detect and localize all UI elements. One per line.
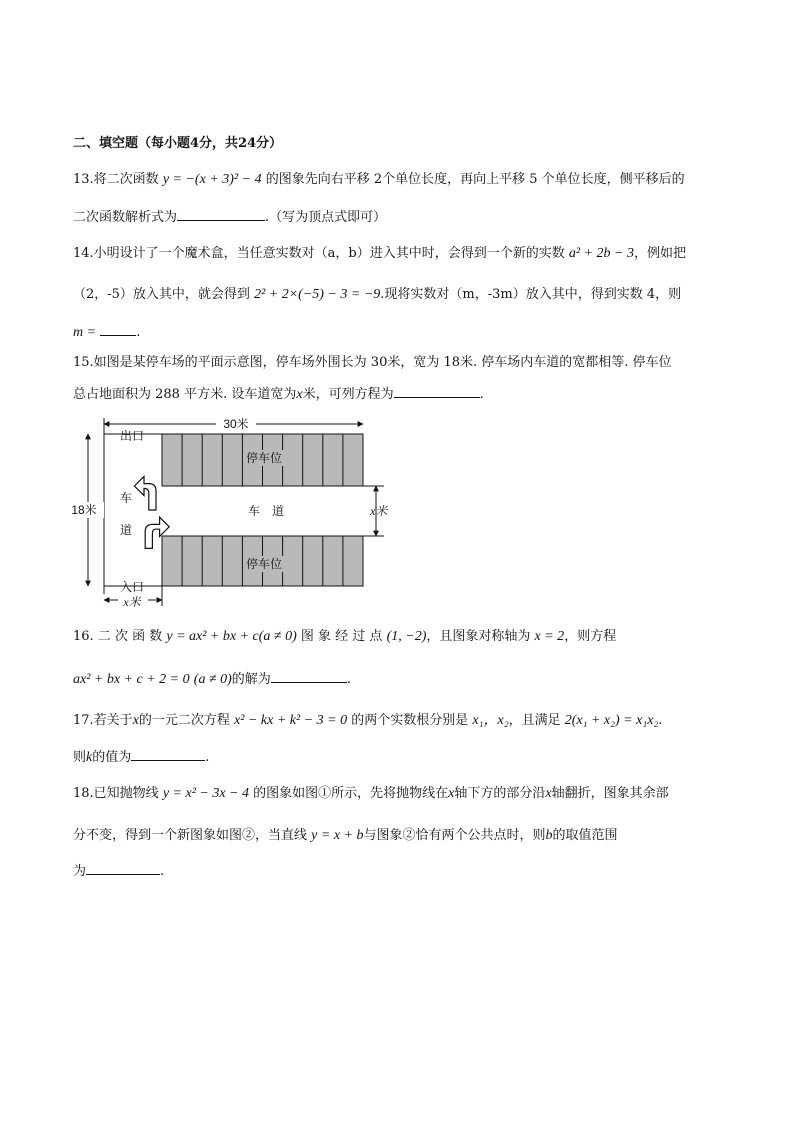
q16-formula: y = ax² + bx + c(a ≠ 0) [166,629,297,644]
q18-line2-var: b [545,828,553,843]
q14-line3-pre: m = [73,325,97,340]
q17-var: x [132,713,139,728]
q17-mid2: 的两个实数根分别是 [351,713,469,728]
q16-post: ，则方程 [564,629,617,644]
q13-line2-pre: 二次函数解析式为 [73,210,178,225]
q14-post: ，例如把 [633,246,686,261]
q18-var2: x [545,786,552,801]
q17-line2-var: k [86,750,93,765]
q18-line2-formula: y = x + b [311,828,364,843]
q16-mid: 图 象 经 过 点 [300,629,383,644]
question-15-line-1: 15.如图是某停车场的平面示意图，停车场外围长为 30米，宽为 18米. 停车场内车道的宽都相等. 停车位 [73,355,672,370]
q17-cond: 2(x₁ + x₂) = x₁x₂ [564,713,659,728]
q16-line2-end: . [346,672,351,687]
q16-mid2: ，且图象对称轴为 [426,629,531,644]
q16-line2-cond: (a ≠ 0) [193,672,232,687]
question-14-line-1 [73,245,686,263]
q16-answer-blank[interactable] [271,670,347,683]
q17-mid: 的一元二次方程 [138,713,230,728]
question-13-line-2 [73,208,386,227]
q13-answer-blank[interactable] [177,208,265,221]
q18-formula: y = x² − 3x − 4 [162,786,250,801]
q16-axis: x = 2 [534,629,565,644]
road-label: 车 道 [247,504,285,518]
q18-line2-mid: 与图象②恰有两个公共点时，则 [363,828,546,843]
exit-arrow-icon [134,476,156,510]
road-char-1: 车 [119,491,133,505]
q16-point: (1, −2) [386,629,427,644]
q18-post3: 轴翻折，图象其余部 [551,786,669,801]
q17-line2-post: 的值为 [92,750,132,765]
q17-pre: 17.若关于 [73,713,133,728]
question-18-line-2 [73,827,618,845]
width-label: 18米 [71,503,97,517]
parking-lot-diagram [66,414,406,614]
bottom-width-label: x米 [123,595,141,609]
question-13-line-1 [73,171,685,189]
question-16-line-2 [73,670,351,689]
question-14-line-2 [73,286,681,304]
lane-width-label: x米 [370,504,388,518]
entrance-label: 入口 [120,580,145,594]
q18-line3-post: . [160,864,165,879]
q18-post2: 轴下方的部分沿 [454,786,546,801]
q13-post: 的图象先向右平移 2个单位长度，再向上平移 5 个单位长度，侧平移后的 [265,172,685,187]
q15-line2-post: . [479,387,484,402]
q15-var: x [296,387,303,402]
q18-line2-pre: 分不变，得到一个新图象如图②，当直线 [73,828,308,843]
q17-answer-blank[interactable] [131,748,205,761]
q18-line3-pre: 为 [73,864,87,879]
question-16-line-1 [73,628,616,646]
q18-post: 的图象如图①所示，先将抛物线在 [253,786,449,801]
q18-var1: x [448,786,455,801]
parking-top-label: 停车位 [245,451,283,465]
q17-roots: x₁，x₂ [472,713,509,728]
q18-answer-blank[interactable] [86,862,160,875]
q17-line2-pre: 则 [73,750,87,765]
section-title: 二、填空题（每小题4分，共24分） [73,136,283,151]
q14-line2-post: .现将实数对（m，-3m）放入其中，得到实数 4，则 [380,287,682,302]
q14-line2-pre: （2，-5）放入其中，就会得到 [73,287,250,302]
q15-line2-pre: 总占地面积为 288 平方米. 设车道宽为 [73,387,297,402]
q14-answer-blank[interactable] [100,323,136,336]
q14-line3-post: . [136,325,141,340]
q17-line2-end: . [205,750,210,765]
exit-label: 出口 [120,429,145,443]
length-label: 30米 [223,417,249,431]
question-15-line-2 [73,385,484,404]
q14-pre: 14.小明设计了一个魔术盒，当任意实数对（a，b）进入其中时，会得到一个新的实数 [73,246,565,261]
q17-mid3: ，且满足 [508,713,561,728]
q18-pre: 18.已知抛物线 [73,786,159,801]
q16-line2-post: 的解为 [231,672,271,687]
q14-formula: a² + 2b − 3 [568,246,634,261]
q13-line2-post: .（写为顶点式即可） [265,210,387,225]
q18-line2-post: 的取值范围 [552,828,618,843]
q15-answer-blank[interactable] [394,385,480,398]
parking-bottom-label: 停车位 [245,557,283,571]
q13-formula: y = −(x + 3)² − 4 [162,172,262,187]
question-14-line-3 [73,323,140,342]
q17-formula: x² − kx + k² − 3 = 0 [234,713,348,728]
q14-line2-formula: 2² + 2×(−5) − 3 = −9 [254,287,381,302]
q16-line2-formula: ax² + bx + c + 2 = 0 [73,672,190,687]
q16-pre: 16. 二 次 函 数 [73,629,163,644]
question-17-line-2 [73,748,209,767]
q17-post: . [658,713,663,728]
road-char-2: 道 [119,523,133,537]
q13-pre: 13.将二次函数 [73,172,159,187]
question-17-line-1 [73,712,662,730]
question-18-line-1 [73,785,669,803]
q15-line2-mid: 米，可列方程为 [302,387,394,402]
question-18-line-3 [73,862,164,881]
